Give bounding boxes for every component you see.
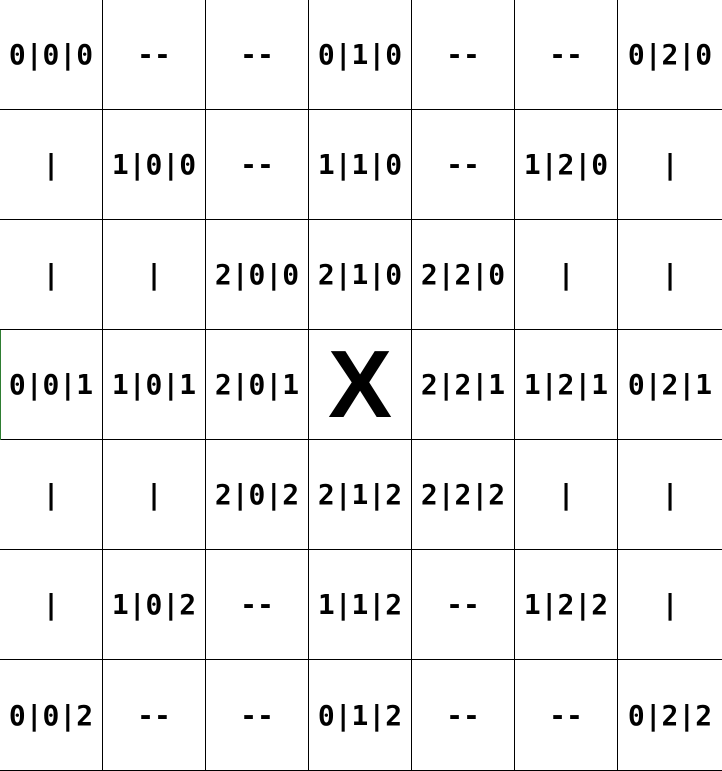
- center-x-marker: X: [309, 330, 412, 440]
- horizontal-connector-6-2: --: [206, 660, 309, 771]
- board-point-5-3[interactable]: 1|1|2: [309, 550, 412, 660]
- vertical-connector-1-0: |: [0, 110, 103, 220]
- board-point-3-0[interactable]: 0|0|1: [0, 330, 103, 440]
- horizontal-connector-0-1: --: [103, 0, 206, 110]
- horizontal-connector-1-4: --: [412, 110, 515, 220]
- board-point-0-3[interactable]: 0|1|0: [309, 0, 412, 110]
- board-point-6-3[interactable]: 0|1|2: [309, 660, 412, 771]
- vertical-connector-4-5: |: [515, 440, 618, 550]
- horizontal-connector-6-5: --: [515, 660, 618, 771]
- vertical-connector-4-0: |: [0, 440, 103, 550]
- board-point-5-5[interactable]: 1|2|2: [515, 550, 618, 660]
- board-point-5-1[interactable]: 1|0|2: [103, 550, 206, 660]
- board-point-1-5[interactable]: 1|2|0: [515, 110, 618, 220]
- vertical-connector-5-6: |: [618, 550, 722, 660]
- vertical-connector-4-6: |: [618, 440, 722, 550]
- board-point-2-4[interactable]: 2|2|0: [412, 220, 515, 330]
- horizontal-connector-0-2: --: [206, 0, 309, 110]
- horizontal-connector-0-5: --: [515, 0, 618, 110]
- board-point-6-6[interactable]: 0|2|2: [618, 660, 722, 771]
- board-point-2-3[interactable]: 2|1|0: [309, 220, 412, 330]
- board-point-4-4[interactable]: 2|2|2: [412, 440, 515, 550]
- board-point-2-2[interactable]: 2|0|0: [206, 220, 309, 330]
- board-point-3-6[interactable]: 0|2|1: [618, 330, 722, 440]
- horizontal-connector-5-2: --: [206, 550, 309, 660]
- board-point-3-5[interactable]: 1|2|1: [515, 330, 618, 440]
- board-point-3-1[interactable]: 1|0|1: [103, 330, 206, 440]
- board-point-0-0[interactable]: 0|0|0: [0, 0, 103, 110]
- vertical-connector-4-1: |: [103, 440, 206, 550]
- board-point-3-2[interactable]: 2|0|1: [206, 330, 309, 440]
- board-point-0-6[interactable]: 0|2|0: [618, 0, 722, 110]
- board-point-4-3[interactable]: 2|1|2: [309, 440, 412, 550]
- vertical-connector-2-0: |: [0, 220, 103, 330]
- vertical-connector-5-0: |: [0, 550, 103, 660]
- left-edge-marker: [0, 330, 1, 440]
- horizontal-connector-5-4: --: [412, 550, 515, 660]
- vertical-connector-2-5: |: [515, 220, 618, 330]
- board-point-1-1[interactable]: 1|0|0: [103, 110, 206, 220]
- vertical-connector-2-1: |: [103, 220, 206, 330]
- board-point-4-2[interactable]: 2|0|2: [206, 440, 309, 550]
- vertical-connector-2-6: |: [618, 220, 722, 330]
- horizontal-connector-0-4: --: [412, 0, 515, 110]
- board-point-3-4[interactable]: 2|2|1: [412, 330, 515, 440]
- board-point-1-3[interactable]: 1|1|0: [309, 110, 412, 220]
- vertical-connector-1-6: |: [618, 110, 722, 220]
- horizontal-connector-6-4: --: [412, 660, 515, 771]
- horizontal-connector-6-1: --: [103, 660, 206, 771]
- board-point-6-0[interactable]: 0|0|2: [0, 660, 103, 771]
- horizontal-connector-1-2: --: [206, 110, 309, 220]
